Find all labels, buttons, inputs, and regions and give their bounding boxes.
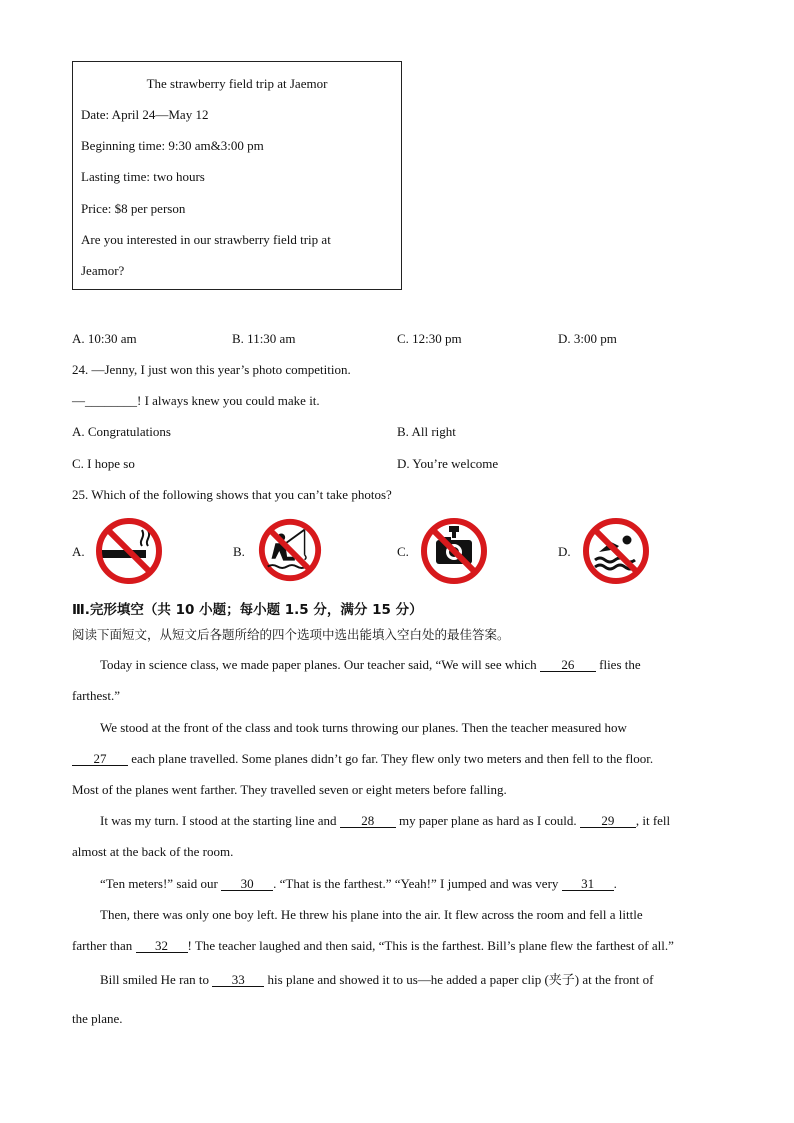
q24-option-c: C. I hope so (72, 456, 135, 471)
q24-option-a: A. Congratulations (72, 424, 171, 439)
notice-lasting-time: Lasting time: two hours (81, 169, 205, 184)
blank-33: 33 (212, 973, 264, 987)
passage-line: Most of the planes went farther. They travelled seven or eight meters before falling. (72, 782, 507, 797)
blank-29: 29 (580, 814, 636, 828)
passage-line: farther than 32 ! The teacher laughed and then said, “This is the farthest. Bill’s plane flew the farthest of all.” (72, 938, 674, 953)
passage-line: Bill smiled He ran to 33 his plane and showed it to us—he added a paper clip (夹子) at the front of (100, 972, 654, 987)
q23-option-a: A. 10:30 am (72, 331, 137, 346)
no-swimming-icon (581, 516, 651, 586)
passage-line: the plane. (72, 1011, 123, 1026)
passage-line: Then, there was only one boy left. He threw his plane into the air. It flew across the room and fell a little (100, 907, 643, 922)
q23-option-d: D. 3:00 pm (558, 331, 617, 346)
no-photography-icon (419, 516, 489, 586)
no-fishing-icon (256, 516, 324, 584)
q24-option-b: B. All right (397, 424, 456, 439)
passage-line: Today in science class, we made paper planes. Our teacher said, “We will see which 26 flies the (100, 657, 641, 672)
notice-price: Price: $8 per person (81, 201, 186, 216)
notice-beginning-time: Beginning time: 9:30 am&3:00 pm (81, 138, 264, 153)
blank-31: 31 (562, 877, 614, 891)
notice-title: The strawberry field trip at Jaemor (146, 76, 328, 91)
section-instruction: 阅读下面短文，从短文后各题所给的四个选项中选出能填入空白处的最佳答案。 (72, 627, 510, 642)
passage-line: farthest.” (72, 688, 121, 703)
notice-box (72, 61, 402, 290)
passage-line: It was my turn. I stood at the starting line and 28 my paper plane as hard as I could. 29 , it fell (100, 813, 671, 828)
blank-28: 28 (340, 814, 396, 828)
blank-26: 26 (540, 658, 596, 672)
passage-line: “Ten meters!” said our 30 . “That is the farthest.” “Yeah!” I jumped and was very 31 . (100, 876, 617, 891)
q25-label-c: C. (397, 544, 409, 559)
q25-label-b: B. (233, 544, 245, 559)
q24-option-d: D. You’re welcome (397, 456, 499, 471)
q25-label-a: A. (72, 544, 85, 559)
no-smoking-icon (94, 516, 164, 586)
blank-30: 30 (221, 877, 273, 891)
section-heading: Ⅲ.完形填空（共 10 小题；每小题 1.5 分，满分 15 分） (72, 602, 423, 618)
q24-response: —________! I always knew you could make it. (72, 393, 320, 408)
blank-27: 27 (72, 752, 128, 766)
passage-line: We stood at the front of the class and took turns throwing our planes. Then the teacher measured how (100, 720, 627, 735)
q23-option-c: C. 12:30 pm (397, 331, 462, 346)
passage-line: almost at the back of the room. (72, 844, 234, 859)
passage-line: 27 each plane travelled. Some planes didn’t go far. They flew only two meters and then fell to the floor. (72, 751, 653, 767)
notice-date: Date: April 24—May 12 (81, 107, 209, 122)
notice-question: Are you interested in our strawberry field trip at (81, 232, 331, 247)
q23-option-b: B. 11:30 am (232, 331, 296, 346)
q25-question: 25. Which of the following shows that you can’t take photos? (72, 487, 392, 502)
q25-label-d: D. (558, 544, 571, 559)
notice-question-cont: Jeamor? (81, 263, 125, 278)
q24-question: 24. —Jenny, I just won this year’s photo competition. (72, 362, 351, 377)
blank-32: 32 (136, 939, 188, 953)
